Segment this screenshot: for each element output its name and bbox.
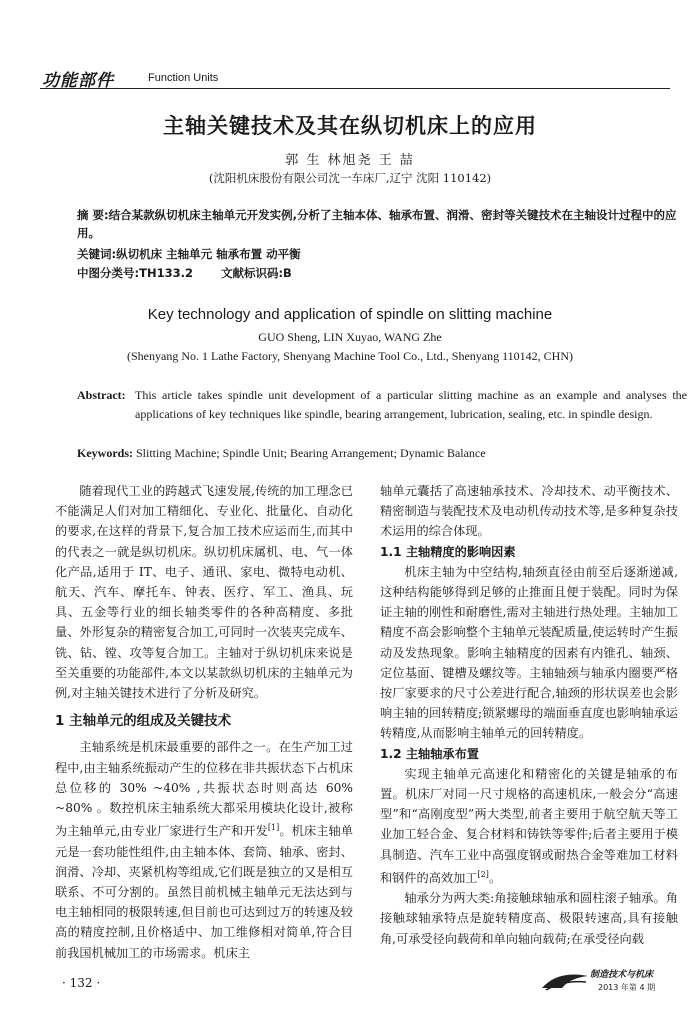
abstract-cn-text: 结合某款纵切机床主轴单元开发实例,分析了主轴本体、轴承布置、润滑、密封等关键技术在主轴设计过程中的应用。 [77, 208, 677, 240]
intro-paragraph: 随着现代工业的跨越式飞速发展,传统的加工理念已不能满足人们对加工精细化、专业化、批量化、自动化的要求,在这样的背景下,复合加工技术应运而生,而其中的代表之一就是纵切机床。纵切机床属机、电、气一体化产品,适用于 IT、电子、通讯、家电、微特电动机、航天、汽车、摩托车、钟表、医疗、军工、渔具、玩具、五金等行业的细长轴类零件的各种高精度、多批量、外形复杂的精密复合加工,可同时一次装夹完成车、铣、钻、镗、攻等复合加工。主轴对于纵切机床来说是至关重要的功能部件,本文以某款纵切机床的主轴单元为例,对主轴关键技术进行了分析及研究。 [55, 484, 353, 701]
section-name-en: Function Units [148, 72, 219, 84]
keywords-cn-text: 纵切机床 主轴单元 轴承布置 动平衡 [116, 247, 301, 261]
en-keywords-label: Keywords: [77, 446, 133, 460]
en-authors: GUO Sheng, LIN Xuyao, WANG Zhe [258, 330, 442, 344]
journal-issue: 2013 年第 4 期 [598, 983, 656, 992]
section-heading-1-2: 1.2 主轴轴承布置 [380, 746, 479, 761]
keywords-cn-label: 关键词: [77, 247, 117, 261]
classification [77, 265, 300, 281]
page-number: · 132 · [62, 976, 101, 990]
abstract-cn [77, 206, 687, 242]
citation-1: [1] [267, 823, 280, 833]
en-title: Key technology and application of spindle on slitting machine [147, 306, 553, 323]
section-name: 功能部件 [42, 71, 114, 91]
paragraph-1-3: 轴承分为两大类:角接触球轴承和圆柱滚子轴承。角接触球轴承特点是旋转精度高、极限转速高,具有接触角,可承受径向载荷和单向轴向载荷;在承受径向载 [380, 891, 678, 946]
section-heading-1-1: 1.1 主轴精度的影响因素 [380, 544, 516, 559]
en-abstract-text: This article takes spindle unit development of a particular slitting machine as an example and analyses the applications of key techniques like spindle, bearing arrangement, lubrication, sealing, etc. in spindle design. [135, 388, 687, 421]
abstract-cn-label: 摘 要: [77, 208, 109, 222]
body-column-left [55, 481, 353, 963]
body-column-right [380, 481, 678, 949]
doc-code: 文献标识码:B [220, 266, 292, 280]
paragraph-1-cont: 轴单元囊括了高速轴承技术、冷却技术、动平衡技术、精密制造与装配技术及电动机传动技术等,是多种复杂技术运用的综合体现。 [380, 484, 678, 539]
column-header [40, 66, 670, 89]
clc-number: 中图分类号:TH133.2 [77, 266, 193, 280]
paragraph-1-b: 。机床主轴单元是一套功能性组件,由主轴本体、套筒、轴承、密封、润滑、冷却、夹紧机构等组成,它们既是独立的又是相互联系、不可分割的。虽然目前机械主轴单元无法达到与电主轴相同的极限转速,但目前也可达到过万的转速及较高的精度控制,且价格适中、加工维修相对简单,符合目前我国机械加工的市场需求。机床主 [55, 824, 354, 960]
paragraph-1 [55, 737, 353, 962]
journal-logo [540, 966, 670, 996]
article-title: 主轴关键技术及其在纵切机床上的应用 [163, 114, 537, 138]
section-heading-1: 1 主轴单元的组成及关键技术 [55, 713, 232, 730]
paragraph-1-2-a: 实现主轴单元高速化和精密化的关键是轴承的布置。机床厂对同一尺寸规格的高速机床,一般会分“高速型”和“高刚度型”两大类型,前者主要用于航空航天等工业加工轻合金、复合材料和铸铁等零件;后者主要用于模具制造、汽车工业中高强度钢或耐热合金等难加工材料和钢件的高效加工 [380, 766, 678, 885]
journal-logo-icon [540, 968, 590, 994]
citation-2: [2] [477, 869, 489, 879]
en-abstract-label: Abstract: [77, 388, 126, 402]
en-keywords [77, 446, 486, 461]
paragraph-1-2-b: 。 [488, 870, 502, 885]
paragraph-1-2 [380, 764, 678, 888]
keywords-cn [77, 246, 309, 262]
journal-brand: 制造技术与机床 [590, 970, 654, 980]
en-affiliation: (Shenyang No. 1 Lathe Factory, Shenyang Machine Tool Co., Ltd., Shenyang 110142, CHN) [127, 349, 573, 363]
paragraph-1-a: 主轴系统是机床最重要的部件之一。在生产加工过程中,由主轴系统振动产生的位移在非共振状态下占机床总位移的 30% ~40% ,共振状态时则高达 60% ~80% 。数控机床主轴系统大都采用模块化设计,被称为主轴单元,由专业厂家进行生产和开发 [55, 740, 353, 839]
en-keywords-text: Slitting Machine; Spindle Unit; Bearing Arrangement; Dynamic Balance [136, 446, 486, 460]
affiliation: (沈阳机床股份有限公司沈一车床厂,辽宁 沈阳 110142) [208, 171, 492, 185]
en-abstract [77, 386, 687, 424]
paragraph-1-1: 机床主轴为中空结构,轴颈直径由前至后逐渐递减,这种结构能够得到足够的止推面且便于装配。同时为保证主轴的刚性和耐磨性,需对主轴进行热处理。主轴加工精度不高会影响整个主轴单元装配质量,使运转时产生振动及发热现象。影响主轴精度的因素有内锥孔、轴颈、定位基面、键槽及螺纹等。主轴轴颈与轴承内圈要严格按厂家要求的尺寸公差进行配合,轴颈的形状误差也会影响主轴的回转精度;锁紧螺母的端面垂直度也影响轴承运转精度,从而影响主轴单元的回转精度。 [380, 564, 678, 741]
authors: 郭 生 林旭尧 王 喆 [285, 153, 415, 168]
